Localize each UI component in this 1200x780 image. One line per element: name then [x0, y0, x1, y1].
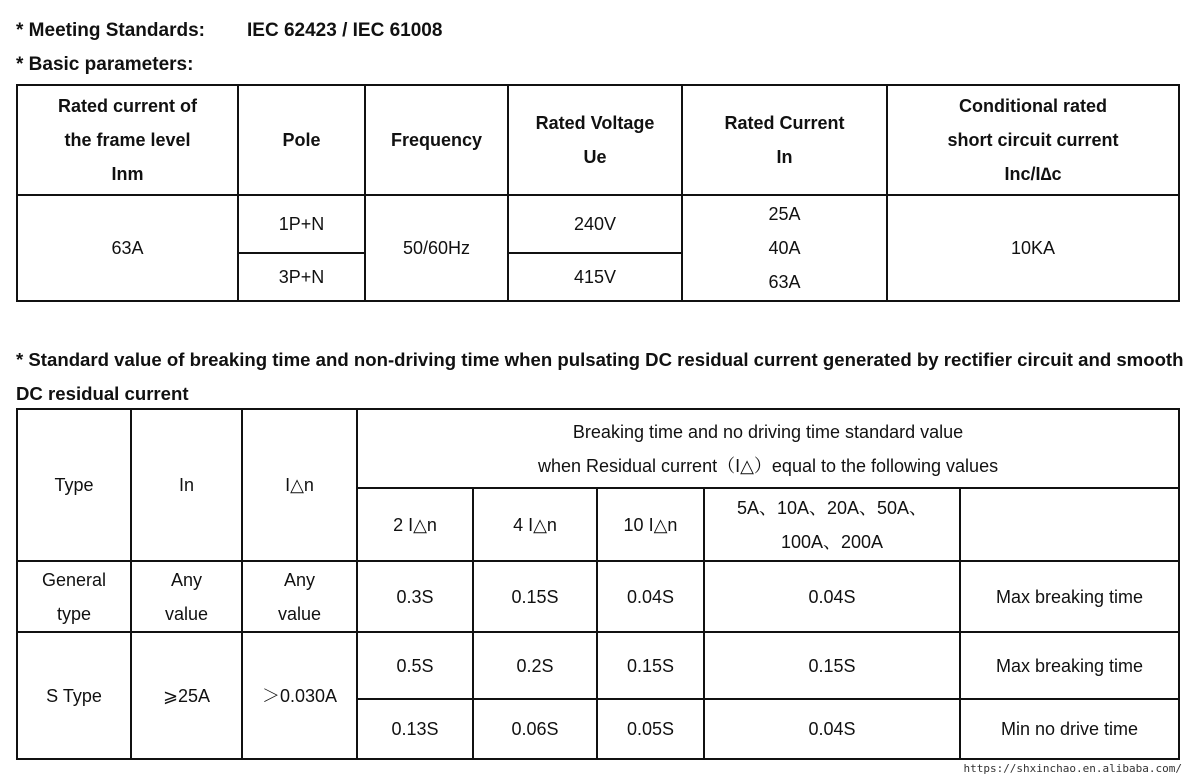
header-cell: Rated current of the frame level Inm: [17, 85, 238, 195]
idn-cell: Any value: [242, 561, 357, 632]
pole-cell: 3P+N: [238, 253, 365, 301]
value-cell: 0.04S: [597, 561, 704, 632]
value-cell: 0.15S: [597, 632, 704, 699]
value-cell: 0.5S: [357, 632, 473, 699]
header-cell: 5A、10A、20A、50A、 100A、200A: [704, 488, 960, 561]
short-circuit-cell: 10KA: [887, 195, 1179, 301]
value-cell: 0.15S: [473, 561, 597, 632]
in-cell: ⩾25A: [131, 632, 242, 759]
table-header-row: [17, 409, 1179, 488]
voltage-cell: 240V: [508, 195, 682, 253]
header-cell: Frequency: [365, 85, 508, 195]
value-cell: 0.15S: [704, 632, 960, 699]
header-cell: Rated Voltage Ue: [508, 85, 682, 195]
header-cell: I△n: [242, 409, 357, 561]
standards-value: IEC 62423 / IEC 61008: [247, 20, 443, 41]
inm-cell: 63A: [17, 195, 238, 301]
table-header-row: [17, 85, 1179, 195]
value-cell: 0.06S: [473, 699, 597, 759]
value-cell: 0.13S: [357, 699, 473, 759]
value-cell: 0.04S: [704, 699, 960, 759]
in-cell: Any value: [131, 561, 242, 632]
header-cell: [960, 488, 1179, 561]
table-row: [17, 195, 1179, 253]
value-cell: 0.2S: [473, 632, 597, 699]
note-cell: Max breaking time: [960, 561, 1179, 632]
frequency-cell: 50/60Hz: [365, 195, 508, 301]
watermark-url: https://shxinchao.en.alibaba.com/: [963, 762, 1182, 775]
note-cell: Max breaking time: [960, 632, 1179, 699]
table-row: [17, 632, 1179, 699]
header-group-cell: Breaking time and no driving time standard value when Residual current（I△）equal to the following values: [357, 409, 1179, 488]
header-cell: Conditional rated short circuit current Inc/I∆c: [887, 85, 1179, 195]
breaking-time-heading: * Standard value of breaking time and non-driving time when pulsating DC residual current generated by rectifier circuit and smooth DC residual current: [16, 349, 1184, 404]
header-cell: In: [131, 409, 242, 561]
value-cell: 0.3S: [357, 561, 473, 632]
basic-parameters-table: [16, 84, 1180, 302]
pole-cell: 1P+N: [238, 195, 365, 253]
type-cell: General type: [17, 561, 131, 632]
header-cell: Type: [17, 409, 131, 561]
table-row: [17, 561, 1179, 632]
header-cell: 2 I△n: [357, 488, 473, 561]
standards-label: * Meeting Standards:: [16, 20, 205, 41]
current-cell: 25A 40A 63A: [682, 195, 887, 301]
header-cell: 4 I△n: [473, 488, 597, 561]
voltage-cell: 415V: [508, 253, 682, 301]
header-cell: Pole: [238, 85, 365, 195]
breaking-time-table: [16, 408, 1180, 760]
idn-cell: ＞0.030A: [242, 632, 357, 759]
basic-parameters-label: * Basic parameters:: [16, 54, 194, 75]
value-cell: 0.04S: [704, 561, 960, 632]
type-cell: S Type: [17, 632, 131, 759]
header-cell: Rated Current In: [682, 85, 887, 195]
value-cell: 0.05S: [597, 699, 704, 759]
note-cell: Min no drive time: [960, 699, 1179, 759]
header-cell: 10 I△n: [597, 488, 704, 561]
